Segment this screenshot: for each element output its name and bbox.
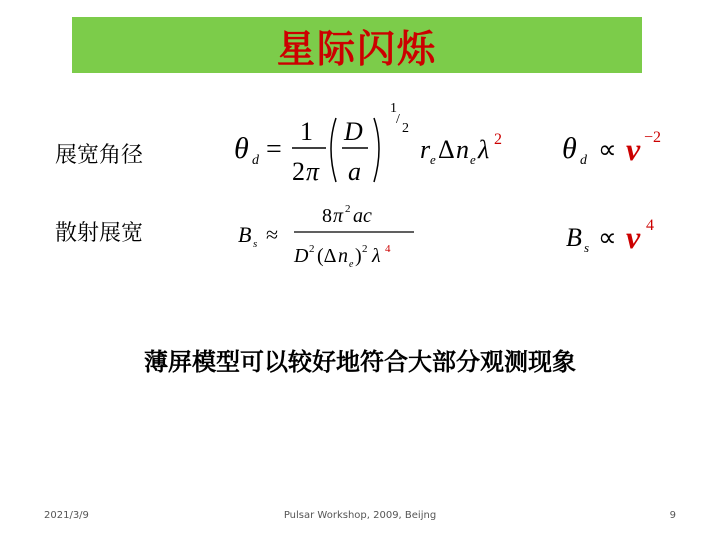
summary-text: 薄屏模型可以较好地符合大部分观测现象: [144, 347, 576, 376]
svg-text:s: s: [584, 240, 590, 255]
proportionality-scatter-broadening: [564, 210, 684, 270]
svg-text:1: 1: [390, 101, 397, 116]
svg-text:/: /: [396, 112, 400, 127]
row-label-angular-broadening: 展宽角径: [55, 143, 144, 168]
svg-text:(Δ: (Δ: [317, 245, 337, 267]
svg-text:d: d: [580, 153, 587, 168]
svg-text:∝: ∝: [598, 135, 617, 164]
svg-text:ν: ν: [626, 219, 641, 255]
svg-text:n: n: [338, 245, 348, 267]
formula-scatter-broadening: [236, 196, 436, 276]
svg-text:1: 1: [300, 117, 313, 146]
footer-date: 2021/3/9: [44, 510, 89, 521]
svg-text:e: e: [470, 152, 476, 167]
svg-text:ν: ν: [626, 131, 641, 167]
svg-text:≈: ≈: [266, 222, 279, 247]
svg-text:2: 2: [292, 157, 305, 186]
svg-text:θ: θ: [234, 132, 249, 165]
svg-text:2: 2: [494, 131, 502, 148]
svg-text:2: 2: [345, 203, 351, 215]
svg-text:4: 4: [646, 217, 654, 234]
svg-text:e: e: [349, 259, 354, 270]
svg-text:ac: ac: [353, 205, 372, 227]
proportionality-angular-broadening: [560, 120, 680, 180]
svg-text:=: =: [266, 134, 282, 165]
svg-text:π: π: [333, 205, 344, 227]
svg-text:n: n: [456, 135, 469, 164]
svg-text:2: 2: [362, 243, 368, 255]
svg-text:D: D: [344, 117, 363, 146]
svg-text:−2: −2: [644, 129, 662, 146]
svg-text:2: 2: [309, 243, 315, 255]
slide-title: 星际闪烁: [276, 26, 437, 71]
svg-text:B: B: [566, 223, 582, 252]
svg-text:Δ: Δ: [438, 135, 455, 164]
svg-text:): ): [355, 245, 362, 267]
svg-text:e: e: [430, 152, 436, 167]
svg-text:s: s: [253, 238, 258, 250]
svg-text:d: d: [252, 153, 259, 168]
svg-text:B: B: [238, 222, 252, 247]
svg-text:r: r: [420, 135, 431, 164]
svg-text:∝: ∝: [598, 223, 617, 252]
footer-event: Pulsar Workshop, 2009, Beijng: [283, 510, 437, 521]
footer-page-number: 9: [669, 510, 676, 521]
svg-text:2: 2: [402, 121, 409, 136]
title-bar: [72, 17, 642, 73]
svg-text:4: 4: [385, 243, 391, 255]
svg-text:λ: λ: [478, 135, 490, 164]
svg-text:a: a: [348, 157, 361, 186]
row-label-scatter-broadening: 散射展宽: [55, 221, 144, 246]
svg-text:8: 8: [322, 205, 332, 227]
svg-text:π: π: [306, 157, 320, 186]
svg-text:θ: θ: [562, 132, 577, 165]
svg-text:λ: λ: [372, 245, 381, 267]
formula-angular-broadening: [228, 98, 518, 193]
svg-text:D: D: [294, 245, 309, 267]
